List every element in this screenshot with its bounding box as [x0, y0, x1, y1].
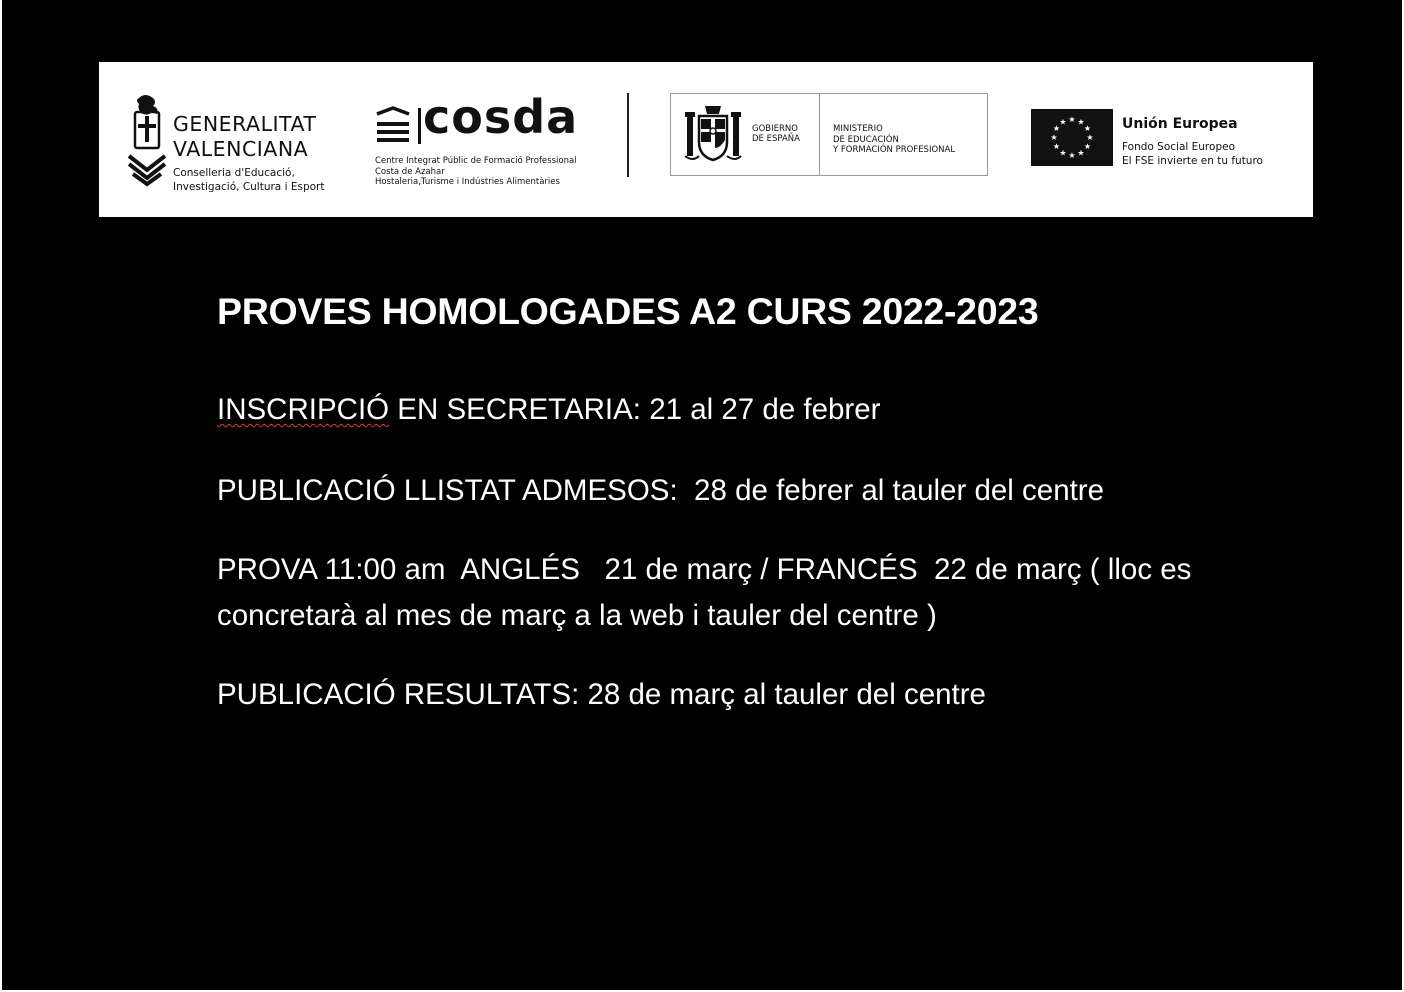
generalitat-emblem-icon	[127, 92, 169, 192]
svg-text:★: ★	[1083, 124, 1092, 133]
logo-banner	[99, 62, 1313, 217]
ue-sub-line1: Fondo Social Europeo	[1122, 141, 1235, 153]
slide	[2, 0, 1402, 990]
cosda-sub-line1: Centre Integrat Públic de Formació Professional	[375, 156, 577, 166]
svg-text:★: ★	[1050, 133, 1058, 142]
ministerio-line3: Y FORMACIÓN PROFESIONAL	[833, 145, 956, 155]
generalitat-name-line2: VALENCIANA	[173, 137, 309, 161]
cosda-bar	[418, 108, 421, 144]
svg-text:★: ★	[1083, 142, 1092, 151]
spain-coat-of-arms-icon	[683, 102, 743, 166]
page-title: PROVES HOMOLOGADES A2 CURS 2022-2023	[217, 290, 1039, 332]
inscripcio-word: INSCRIPCIÓ	[217, 393, 390, 426]
ministerio-line2: DE EDUCACIÓN	[833, 134, 899, 145]
gobierno-line2: DE ESPAÑA	[752, 134, 800, 144]
union-europea-logo	[1031, 109, 1291, 169]
ue-title: Unión Europea	[1122, 116, 1238, 132]
gobierno-logo	[670, 93, 988, 176]
inscripcio-rest: EN SECRETARIA: 21 al 27 de febrer	[389, 393, 881, 426]
cosda-sub-line2: Costa de Azahar	[375, 166, 445, 177]
eu-stars-icon	[1031, 109, 1113, 166]
svg-text:★: ★	[1086, 133, 1094, 142]
gobierno-separator	[819, 94, 820, 175]
generalitat-sub-line2: Investigació, Cultura i Esport	[173, 181, 325, 193]
svg-text:★: ★	[1052, 142, 1061, 151]
publicacio-resultats-line: PUBLICACIÓ RESULTATS: 28 de març al tauler del centre	[217, 678, 986, 711]
cosda-logo	[373, 90, 613, 196]
ministerio-line1: MINISTERIO	[833, 124, 883, 134]
generalitat-logo	[127, 92, 367, 197]
svg-text:★: ★	[1077, 117, 1085, 127]
prova-line-1: PROVA 11:00 am ANGLÉS 21 de març / FRANCÉS 22 de març ( lloc es	[217, 553, 1192, 586]
generalitat-name-line1: GENERALITAT	[173, 112, 317, 136]
svg-text:★: ★	[1068, 151, 1076, 160]
svg-text:★: ★	[1068, 115, 1076, 124]
svg-text:★: ★	[1059, 117, 1067, 127]
generalitat-sub-line1: Conselleria d'Educació,	[173, 167, 295, 179]
inscripcio-line	[217, 387, 880, 433]
svg-text:★: ★	[1052, 124, 1061, 133]
eu-flag	[1031, 109, 1113, 166]
publicacio-llistat-line: PUBLICACIÓ LLISTAT ADMESOS: 28 de febrer al tauler del centre	[217, 474, 1105, 507]
cosda-wordmark: cosda	[423, 90, 579, 144]
svg-text:★: ★	[1077, 148, 1085, 158]
gobierno-line1: GOBIERNO	[752, 124, 798, 134]
prova-line-2: concretarà al mes de març a la web i tauler del centre )	[217, 599, 937, 632]
cosda-sub-line3: Hostaleria,Turisme i Indústries Alimentàries	[375, 177, 560, 187]
logo-divider	[627, 93, 629, 177]
cosda-waves-icon	[375, 106, 411, 146]
svg-text:★: ★	[1059, 148, 1067, 158]
ue-sub-line2: El FSE invierte en tu futuro	[1122, 155, 1263, 167]
